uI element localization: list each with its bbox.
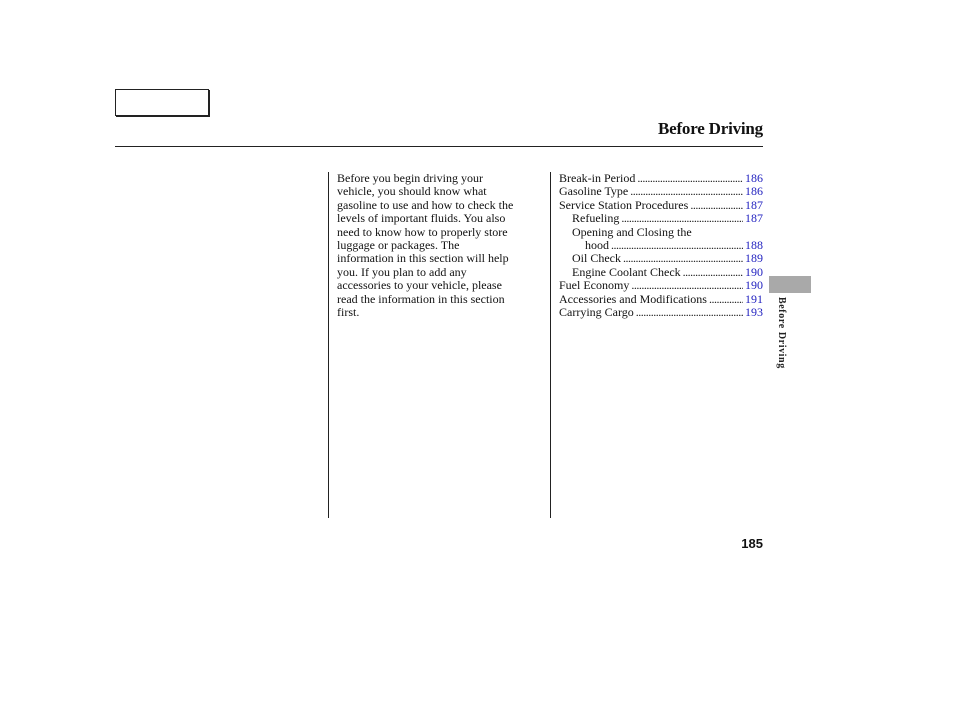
toc-label: Service Station Procedures — [559, 197, 689, 212]
intro-line: levels of important fluids. You also — [337, 211, 506, 226]
toc-leader-dots — [690, 199, 743, 212]
toc-leader-dots — [636, 306, 743, 319]
toc-leader-dots — [683, 266, 743, 279]
page-title: Before Driving — [657, 119, 763, 138]
toc-leader-dots — [637, 172, 743, 185]
intro-line: luggage or packages. The — [337, 238, 460, 253]
toc-item-opening-closing-hood[interactable] — [559, 226, 763, 239]
toc-label: Carrying Cargo — [559, 305, 634, 320]
toc-item-oil-check[interactable] — [559, 252, 763, 265]
toc-item-fuel-economy[interactable] — [559, 279, 763, 292]
page-number: 185 — [741, 536, 763, 551]
toc-item-gasoline-type[interactable] — [559, 185, 763, 198]
toc-item-break-in-period[interactable] — [559, 172, 763, 185]
toc-label: Opening and Closing the — [572, 224, 692, 239]
toc-page-link[interactable]: 188 — [745, 238, 763, 253]
toc-item-service-station-procedures[interactable] — [559, 199, 763, 212]
intro-line: gasoline to use and how to check the — [337, 197, 514, 212]
toc-page-link[interactable]: 190 — [745, 264, 763, 279]
toc-page-link[interactable]: 193 — [745, 305, 763, 320]
toc-label: Refueling — [572, 211, 620, 226]
toc-page-link[interactable]: 190 — [745, 278, 763, 293]
toc-item-carrying-cargo[interactable] — [559, 306, 763, 319]
toc-page-link[interactable]: 186 — [745, 184, 763, 199]
toc-page-link[interactable]: 189 — [745, 251, 763, 266]
toc-page-link[interactable]: 186 — [745, 171, 763, 185]
toc-item-accessories-and-modifications[interactable] — [559, 293, 763, 306]
toc-item-opening-closing-hood-cont[interactable] — [559, 239, 763, 252]
toc-page-link[interactable]: 191 — [745, 291, 763, 306]
toc-label: Gasoline Type — [559, 184, 629, 199]
main-menu-button[interactable] — [115, 89, 209, 116]
section-side-label: Before Driving — [776, 297, 787, 369]
toc-leader-dots — [621, 212, 743, 225]
table-of-contents — [559, 172, 763, 319]
toc-leader-dots — [630, 185, 743, 198]
section-tab-marker[interactable] — [769, 276, 811, 293]
toc-label: Oil Check — [572, 251, 621, 266]
intro-line: vehicle, you should know what — [337, 184, 487, 199]
intro-paragraph — [337, 172, 543, 319]
toc-leader-dots — [623, 252, 743, 265]
intro-line: accessories to your vehicle, please — [337, 278, 502, 293]
toc-item-refueling[interactable] — [559, 212, 763, 225]
toc-label: Break-in Period — [559, 171, 636, 185]
intro-line: need to know how to properly store — [337, 224, 508, 239]
toc-leader-dots — [611, 239, 743, 252]
toc-page-link[interactable]: 187 — [745, 197, 763, 212]
intro-line: information in this section will help — [337, 251, 509, 266]
title-divider — [115, 146, 763, 147]
column-divider-right — [550, 172, 551, 518]
intro-line: read the information in this section — [337, 291, 505, 306]
intro-line: Before you begin driving your — [337, 171, 483, 185]
toc-label: hood — [585, 238, 609, 253]
toc-leader-dots — [709, 293, 743, 306]
toc-item-engine-coolant-check[interactable] — [559, 266, 763, 279]
intro-line: first. — [337, 305, 360, 320]
toc-label: Fuel Economy — [559, 278, 630, 293]
toc-leader-dots — [631, 279, 743, 292]
column-divider-left — [328, 172, 329, 518]
toc-label: Accessories and Modifications — [559, 291, 707, 306]
toc-page-link[interactable]: 187 — [745, 211, 763, 226]
toc-label: Engine Coolant Check — [572, 264, 681, 279]
intro-line: you. If you plan to add any — [337, 264, 467, 279]
